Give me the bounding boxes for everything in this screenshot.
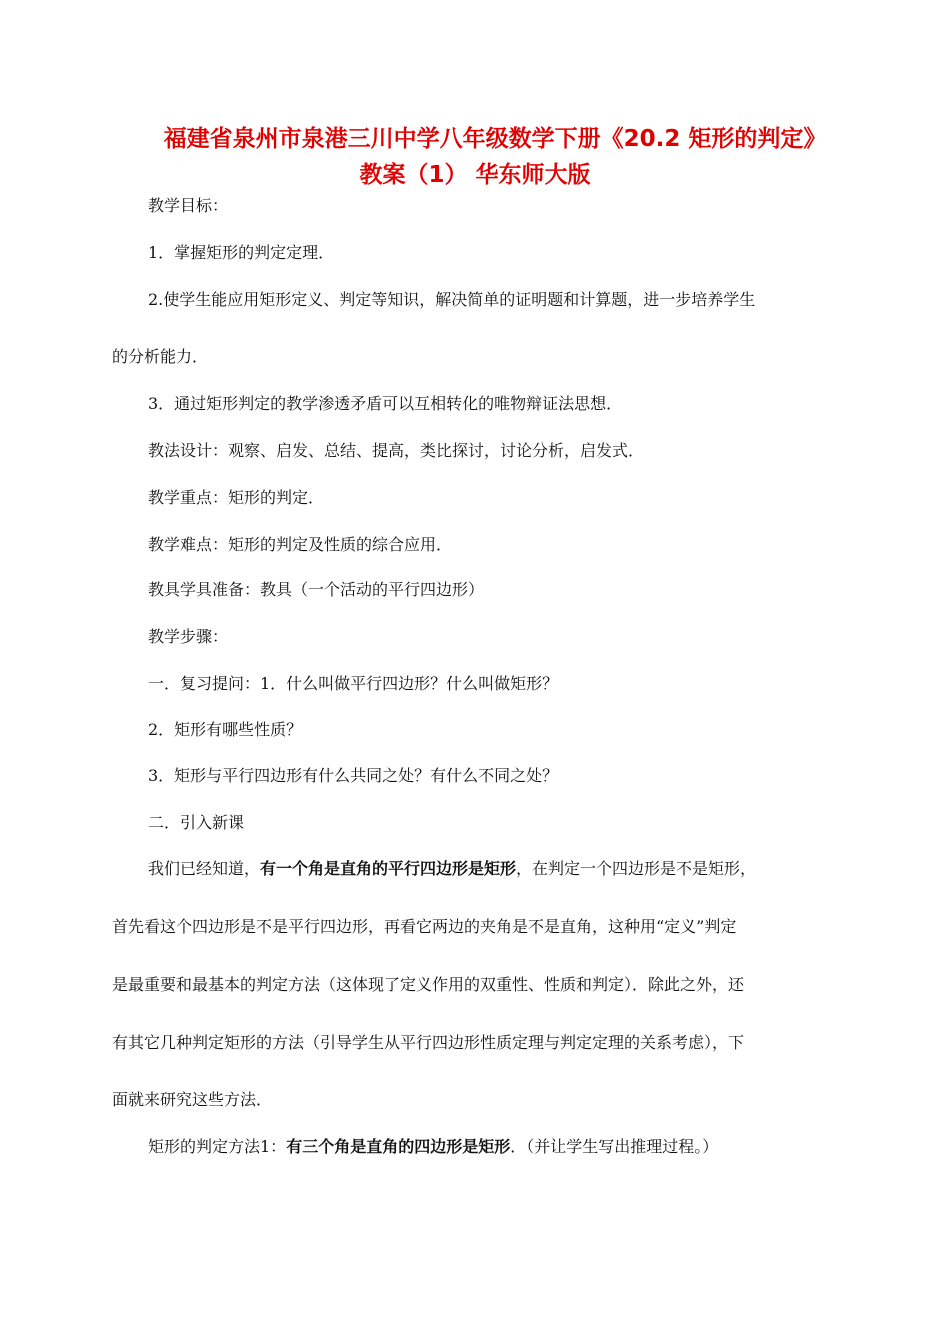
goal-2-line-1: 2.使学生能应用矩形定义、判定等知识，解决简单的证明题和计算题，进一步培养学生: [148, 290, 756, 309]
method-1-theorem-bold: 有三个角是直角的四边形是矩形: [286, 1137, 511, 1156]
goal-2-line-2: 的分析能力．: [112, 347, 209, 366]
review-question-2: 2．矩形有哪些性质？: [148, 720, 303, 739]
teaching-difficulty: 教学难点：矩形的判定及性质的综合应用．: [148, 535, 453, 554]
paragraph-1-text-a: 我们已经知道，: [148, 859, 261, 878]
paragraph-1-line-5: 面就来研究这些方法．: [112, 1090, 273, 1109]
method-1-note: ．（并让学生写出推理过程。）: [510, 1137, 719, 1156]
paragraph-1-line-3: 是最重要和最基本的判定方法（这体现了定义作用的双重性、性质和判定）．除此之外，还: [112, 975, 745, 994]
steps-heading: 教学步骤：: [148, 627, 229, 646]
rectangle-definition-bold: 有一个角是直角的平行四边形是矩形: [260, 859, 517, 878]
goal-1: 1．掌握矩形的判定定理．: [148, 243, 335, 262]
goals-heading: 教学目标：: [148, 196, 229, 215]
document-title-line-1: 福建省泉州市泉港三川中学八年级数学下册《20.2 矩形的判定》: [163, 126, 827, 152]
paragraph-1-line-2: 首先看这个四边形是不是平行四边形，再看它两边的夹角是不是直角，这种用“定义”判定: [112, 917, 737, 936]
paragraph-1-line-1: [148, 859, 756, 879]
paragraph-1-text-b: ，在判定一个四边形是不是矩形，: [516, 859, 757, 878]
teaching-key-point: 教学重点：矩形的判定．: [148, 488, 325, 507]
method-1-label: 矩形的判定方法1：: [148, 1137, 287, 1156]
teaching-method: 教法设计：观察、启发、总结、提高，类比探讨，讨论分析，启发式．: [148, 441, 645, 460]
method-1-line: [148, 1137, 718, 1157]
document-title-line-2: 教案（1） 华东师大版: [359, 162, 591, 188]
teaching-tools: 教具学具准备：教具（一个活动的平行四边形）: [148, 580, 485, 599]
review-question-1: 一．复习提问：1．什么叫做平行四边形？什么叫做矩形？: [148, 674, 559, 693]
review-question-3: 3．矩形与平行四边形有什么共同之处？有什么不同之处？: [148, 766, 559, 785]
paragraph-1-line-4: 有其它几种判定矩形的方法（引导学生从平行四边形性质定理与判定定理的关系考虑），下: [112, 1033, 745, 1052]
goal-3: 3．通过矩形判定的教学渗透矛盾可以互相转化的唯物辩证法思想．: [148, 394, 623, 413]
intro-heading: 二．引入新课: [148, 813, 245, 832]
